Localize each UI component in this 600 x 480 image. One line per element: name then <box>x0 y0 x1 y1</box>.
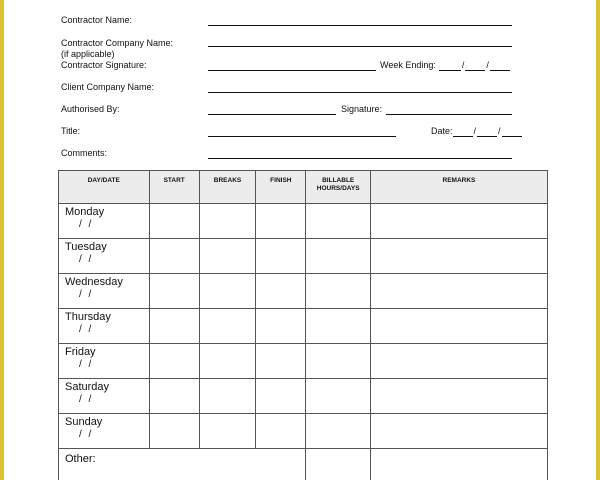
signature-label: Signature: <box>341 104 383 114</box>
day-name: Tuesday <box>65 241 107 253</box>
date-label: Date: <box>431 126 453 136</box>
day-name: Monday <box>65 206 105 218</box>
date-slash: / <box>486 60 489 70</box>
signature-field[interactable] <box>386 114 512 115</box>
breaks-cell[interactable] <box>199 274 255 309</box>
table-row <box>59 414 548 449</box>
day-name: Wednesday <box>65 276 123 288</box>
table-row-other <box>59 449 548 480</box>
week-ending-label: Week Ending: <box>380 60 436 70</box>
date-month-field[interactable] <box>477 126 497 137</box>
comments-label: Comments: <box>61 148 108 158</box>
breaks-cell[interactable] <box>199 344 255 379</box>
timesheet-table <box>58 170 548 480</box>
finish-cell[interactable] <box>256 274 306 309</box>
client-company-label: Client Company Name: <box>61 82 155 92</box>
breaks-cell[interactable] <box>199 204 255 239</box>
authorised-by-field[interactable] <box>208 114 336 115</box>
day-name: Friday <box>65 346 96 358</box>
finish-cell[interactable] <box>256 309 306 344</box>
finish-cell[interactable] <box>256 379 306 414</box>
start-cell[interactable] <box>149 204 199 239</box>
day-name: Saturday <box>65 381 110 393</box>
table-row <box>59 379 548 414</box>
week-ending-group <box>380 60 510 71</box>
billable-cell[interactable] <box>306 344 370 379</box>
table-row <box>59 204 548 239</box>
day-cell <box>59 239 150 274</box>
finish-cell[interactable] <box>256 414 306 449</box>
remarks-cell[interactable] <box>370 239 547 274</box>
breaks-cell[interactable] <box>199 239 255 274</box>
date-group <box>431 126 522 137</box>
day-date[interactable]: / / <box>79 289 94 300</box>
remarks-cell[interactable] <box>370 204 547 239</box>
table-header-row <box>59 171 548 204</box>
contractor-name-field[interactable] <box>208 25 512 26</box>
client-company-field[interactable] <box>208 92 512 93</box>
day-cell <box>59 344 150 379</box>
other-remarks-cell[interactable] <box>370 449 547 480</box>
title-field[interactable] <box>208 136 396 137</box>
start-cell[interactable] <box>149 239 199 274</box>
start-cell[interactable] <box>149 414 199 449</box>
header-remarks: REMARKS <box>370 171 547 204</box>
day-cell <box>59 309 150 344</box>
day-name: Thursday <box>65 311 111 323</box>
start-cell[interactable] <box>149 274 199 309</box>
day-date[interactable]: / / <box>79 359 94 370</box>
breaks-cell[interactable] <box>199 379 255 414</box>
header-breaks: BREAKS <box>199 171 255 204</box>
remarks-cell[interactable] <box>370 309 547 344</box>
finish-cell[interactable] <box>256 344 306 379</box>
day-cell <box>59 274 150 309</box>
other-billable-cell[interactable] <box>306 449 370 480</box>
billable-cell[interactable] <box>306 379 370 414</box>
contractor-signature-label: Contractor Signature: <box>61 60 147 70</box>
week-ending-day-field[interactable] <box>439 60 461 71</box>
header-start: START <box>149 171 199 204</box>
finish-cell[interactable] <box>256 204 306 239</box>
contractor-company-label: Contractor Company Name: <box>61 38 174 48</box>
billable-cell[interactable] <box>306 274 370 309</box>
contractor-company-field[interactable] <box>208 46 512 47</box>
contractor-name-label: Contractor Name: <box>61 15 133 25</box>
day-date[interactable]: / / <box>79 219 94 230</box>
other-label: Other: <box>65 453 96 465</box>
breaks-cell[interactable] <box>199 309 255 344</box>
date-slash: / <box>498 126 501 136</box>
header-day-date: DAY/DATE <box>59 171 150 204</box>
header-billable: BILLABLE HOURS/DAYS <box>306 171 370 204</box>
billable-cell[interactable] <box>306 239 370 274</box>
billable-cell[interactable] <box>306 414 370 449</box>
date-day-field[interactable] <box>453 126 473 137</box>
remarks-cell[interactable] <box>370 414 547 449</box>
if-applicable-label: (if applicable) <box>61 49 115 59</box>
date-slash: / <box>473 126 477 136</box>
billable-cell[interactable] <box>306 309 370 344</box>
day-date[interactable]: / / <box>79 324 94 335</box>
date-year-field[interactable] <box>502 126 522 137</box>
date-slash: / <box>461 60 465 70</box>
table-row <box>59 239 548 274</box>
day-date[interactable]: / / <box>79 394 94 405</box>
day-cell <box>59 204 150 239</box>
remarks-cell[interactable] <box>370 274 547 309</box>
day-date[interactable]: / / <box>79 254 94 265</box>
breaks-cell[interactable] <box>199 414 255 449</box>
billable-cell[interactable] <box>306 204 370 239</box>
start-cell[interactable] <box>149 379 199 414</box>
day-cell <box>59 379 150 414</box>
comments-field[interactable] <box>208 158 512 159</box>
remarks-cell[interactable] <box>370 379 547 414</box>
contractor-signature-field[interactable] <box>208 70 376 71</box>
day-cell <box>59 414 150 449</box>
day-date[interactable]: / / <box>79 429 94 440</box>
title-label: Title: <box>61 126 81 136</box>
week-ending-month-field[interactable] <box>465 60 485 71</box>
table-row <box>59 344 548 379</box>
other-cell[interactable] <box>59 449 306 480</box>
header-finish: FINISH <box>256 171 306 204</box>
authorised-by-label: Authorised By: <box>61 104 120 114</box>
remarks-cell[interactable] <box>370 344 547 379</box>
day-name: Sunday <box>65 416 103 428</box>
table-row <box>59 309 548 344</box>
week-ending-year-field[interactable] <box>490 60 510 71</box>
finish-cell[interactable] <box>256 239 306 274</box>
start-cell[interactable] <box>149 309 199 344</box>
table-row <box>59 274 548 309</box>
start-cell[interactable] <box>149 344 199 379</box>
